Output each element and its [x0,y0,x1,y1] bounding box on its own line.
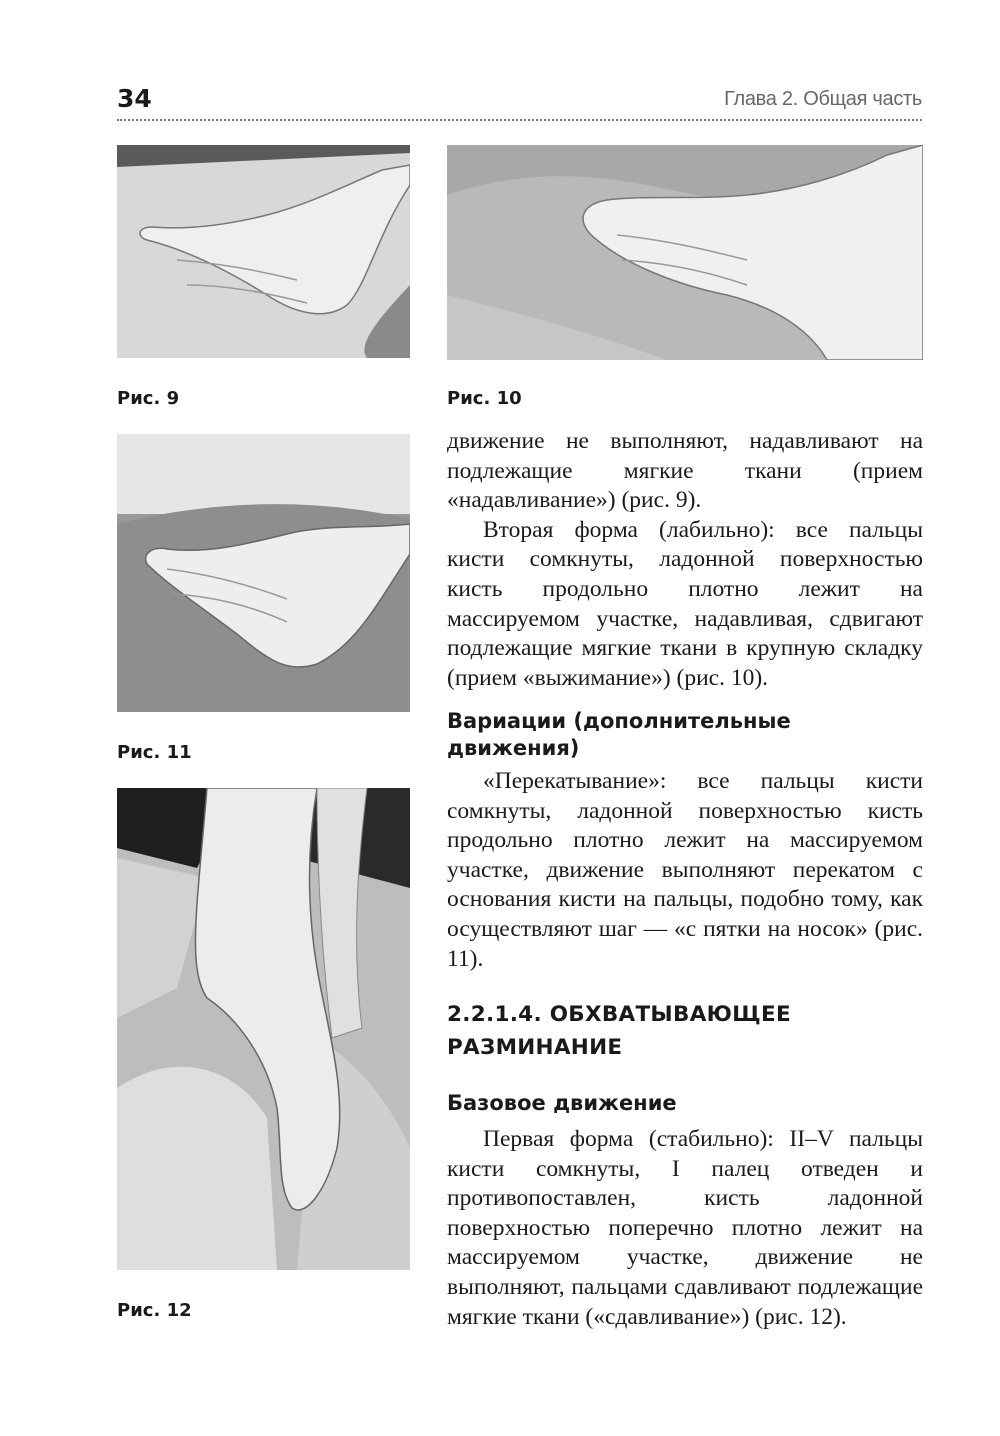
running-header-chapter: Глава 2. Общая часть [724,88,922,110]
figure-9-caption: Рис. 9 [117,388,180,409]
figure-10-caption: Рис. 10 [447,388,522,409]
subheading-basic-movement: Базовое движение [447,1091,677,1115]
figure-9-photo [117,145,410,358]
subheading-variations: Вариации (дополнительные движения) [447,709,791,760]
text-block-2 [447,767,923,974]
text-block-3 [447,1125,923,1332]
figure-11-photo [117,434,410,712]
paragraph-1: движение не выполняют, надавливают на подлежащие мягкие ткани (прием «надавливание») (рис. 9). [447,428,923,514]
figure-12-caption: Рис. 12 [117,1300,192,1321]
paragraph-4: Первая форма (стабильно): II–V пальцы кисти сомкнуты, I палец отведен и противопоставлен, кисть ладонной поверхностью поперечно плотно лежит на массируемом участке, движение не выполняют, пальцами сдавливают подлежащие мягкие ткани («сдавливание») (рис. 12). [447,1126,923,1330]
paragraph-3: «Перекатывание»: все пальцы кисти сомкнуты, ладонной поверхностью кисть продольно плотно лежит на массируемом участке, движение выполняют перекатом с основания кисти на пальцы, подобно тому, как осуществляют шаг — «с пятки на носок» (рис. 11). [447,768,923,972]
figure-11-caption: Рис. 11 [117,742,192,763]
figure-12-photo [117,788,410,1270]
header-dotted-rule [117,119,922,121]
figure-10-photo [447,145,923,360]
page-number: 34 [117,84,152,113]
text-block-1 [447,427,923,693]
section-heading: 2.2.1.4. ОБХВАТЫВАЮЩЕЕ РАЗМИНАНИЕ [447,1002,791,1060]
paragraph-2: Вторая форма (лабильно): все пальцы кисти сомкнуты, ладонной поверхностью кисть продольно плотно лежит на массируемом участке, надавливая, сдвигают подлежащие мягкие ткани в крупную складку (прием «выжимание») (рис. 10). [447,516,923,691]
